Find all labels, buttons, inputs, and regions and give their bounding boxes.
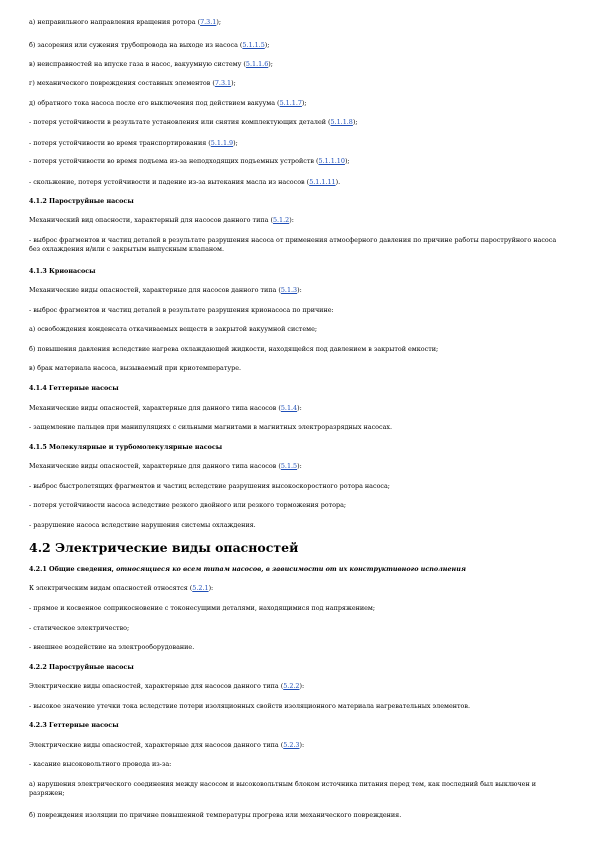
link-reference[interactable]: 5.1.4 <box>280 404 298 412</box>
link-reference[interactable]: 5.1.1.11 <box>309 178 336 186</box>
list-item: д) обратного тока насоса после его выключения под действием вакуума (5.1.1.7); <box>29 99 307 107</box>
list-item: - потеря устойчивости во время подъема из-за неподходящих подъемных устройств (5.1.1.10); <box>29 157 350 165</box>
list-item: - потеря устойчивости в результате установления или снятия комплектующих деталей (5.1.1.8); <box>29 118 358 126</box>
list-item: в) неисправностей на впуске газа в насос, вакуумную систему (5.1.1.6); <box>29 60 273 68</box>
list-item: - потеря устойчивости насоса вследствие резкого двойного или резкого торможения ротора; <box>29 501 347 509</box>
link-reference[interactable]: 5.1.1.5 <box>242 41 265 49</box>
paragraph: - выброс фрагментов и частиц деталей в результате разрушения насоса от применения атмосферного давления по причине работы пароструйного насоса без охлаждения и/или с закрытым выпускным клапаном. <box>29 236 557 253</box>
section-heading: 4.1.4 Геттерные насосы <box>29 384 119 392</box>
list-item: - скольжение, потеря устойчивости и падение из-за вытекания масла из насосов (5.1.1.11). <box>29 178 341 186</box>
link-reference[interactable]: 5.1.1.10 <box>318 157 345 165</box>
section-title: 4.2 Электрические виды опасностей <box>29 541 299 555</box>
list-item: - разрушение насоса вследствие нарушения системы охлаждения. <box>29 521 256 529</box>
list-item: - потеря устойчивости во время транспортирования (5.1.1.9); <box>29 139 238 147</box>
section-heading: 4.1.5 Молекулярные и турбомолекулярные насосы <box>29 443 223 451</box>
link-reference[interactable]: 5.1.3 <box>280 286 298 294</box>
link-reference[interactable]: 5.1.5 <box>280 462 298 470</box>
link-reference[interactable]: 7.3.1 <box>214 79 232 87</box>
list-item: - выброс быстролетящих фрагментов и частиц вследствие разрушения высокоскоростного ротора насоса; <box>29 482 390 490</box>
list-item: б) повреждения изоляции по причине повышенной температуры прогрева или механического повреждения. <box>29 811 402 819</box>
section-heading: 4.1.2 Пароструйные насосы <box>29 197 134 205</box>
link-reference[interactable]: 5.2.2 <box>283 682 300 690</box>
link-reference[interactable]: 7.3.1 <box>200 18 217 26</box>
list-item: г) механического повреждения составных элементов (7.3.1); <box>29 79 236 87</box>
paragraph: Электрические виды опасностей, характерные для насосов данного типа (5.2.2): <box>29 682 305 690</box>
list-item: - прямое и косвенное соприкосновение с токонесущими деталями, находящимися под напряжением; <box>29 604 376 612</box>
link-reference[interactable]: 5.1.1.9 <box>210 139 234 147</box>
list-item: - статическое электричество; <box>29 624 130 632</box>
link-reference[interactable]: 5.1.2 <box>272 216 290 224</box>
paragraph: Электрические виды опасностей, характерные для насосов данного типа (5.2.3): <box>29 741 305 749</box>
paragraph: Механические виды опасностей, характерные для данного типа насосов (5.1.4): <box>29 404 302 412</box>
list-item: - касание высоковольтного провода из-за: <box>29 760 172 768</box>
paragraph: Механический вид опасности, характерный для насосов данного типа (5.1.2): <box>29 216 294 224</box>
list-item: - выброс фрагментов и частиц деталей в результате разрушения крионасоса по причине: <box>29 306 334 314</box>
section-heading: 4.2.2 Пароструйные насосы <box>29 663 134 671</box>
paragraph: Механические виды опасностей, характерные для данного типа насосов (5.1.5): <box>29 462 302 470</box>
list-item: а) неправильного направления вращения ротора (7.3.1); <box>29 18 221 26</box>
list-item: а) нарушения электрического соединения между насосом и высоковольтным блоком источника питания перед тем, как последний был выключен и разряжен; <box>29 780 536 797</box>
list-item: - внешнее воздействие на электрооборудование. <box>29 643 195 651</box>
section-heading: 4.2.3 Геттерные насосы <box>29 721 119 729</box>
list-item: б) засорения или сужения трубопровода на выходе из насоса (5.1.1.5); <box>29 41 270 49</box>
link-reference[interactable]: 5.1.1.6 <box>245 60 269 68</box>
link-reference[interactable]: 5.2.1 <box>192 584 209 592</box>
paragraph: Механические виды опасностей, характерные для насосов данного типа (5.1.3): <box>29 286 302 294</box>
section-heading: 4.1.3 Крионасосы <box>29 267 96 275</box>
link-reference[interactable]: 5.1.1.7 <box>279 99 302 107</box>
list-item: а) освобождения конденсата откачиваемых веществ в закрытой вакуумной системе; <box>29 325 318 333</box>
list-item: - защемление пальцев при манипуляциях с сильными магнитами в магнитных электроразрядных насосах. <box>29 423 393 431</box>
link-reference[interactable]: 5.1.1.8 <box>330 118 353 126</box>
list-item: - высокое значение утечки тока вследствие потери изоляционных свойств изоляционного материала нагревательных элементов. <box>29 702 471 710</box>
paragraph: К электрическим видам опасностей относятся (5.2.1): <box>29 584 214 592</box>
section-heading: 4.2.1 Общие сведения, относящиеся ко всем типам насосов, в зависимости от их конструктивного исполнения <box>29 565 466 573</box>
list-item: б) повышения давления вследствие нагрева охлаждающей жидкости, находящейся под давлением в закрытой емкости; <box>29 345 439 353</box>
link-reference[interactable]: 5.2.3 <box>283 741 300 749</box>
list-item: в) брак материала насоса, вызываемый при криотемпературе. <box>29 364 242 372</box>
